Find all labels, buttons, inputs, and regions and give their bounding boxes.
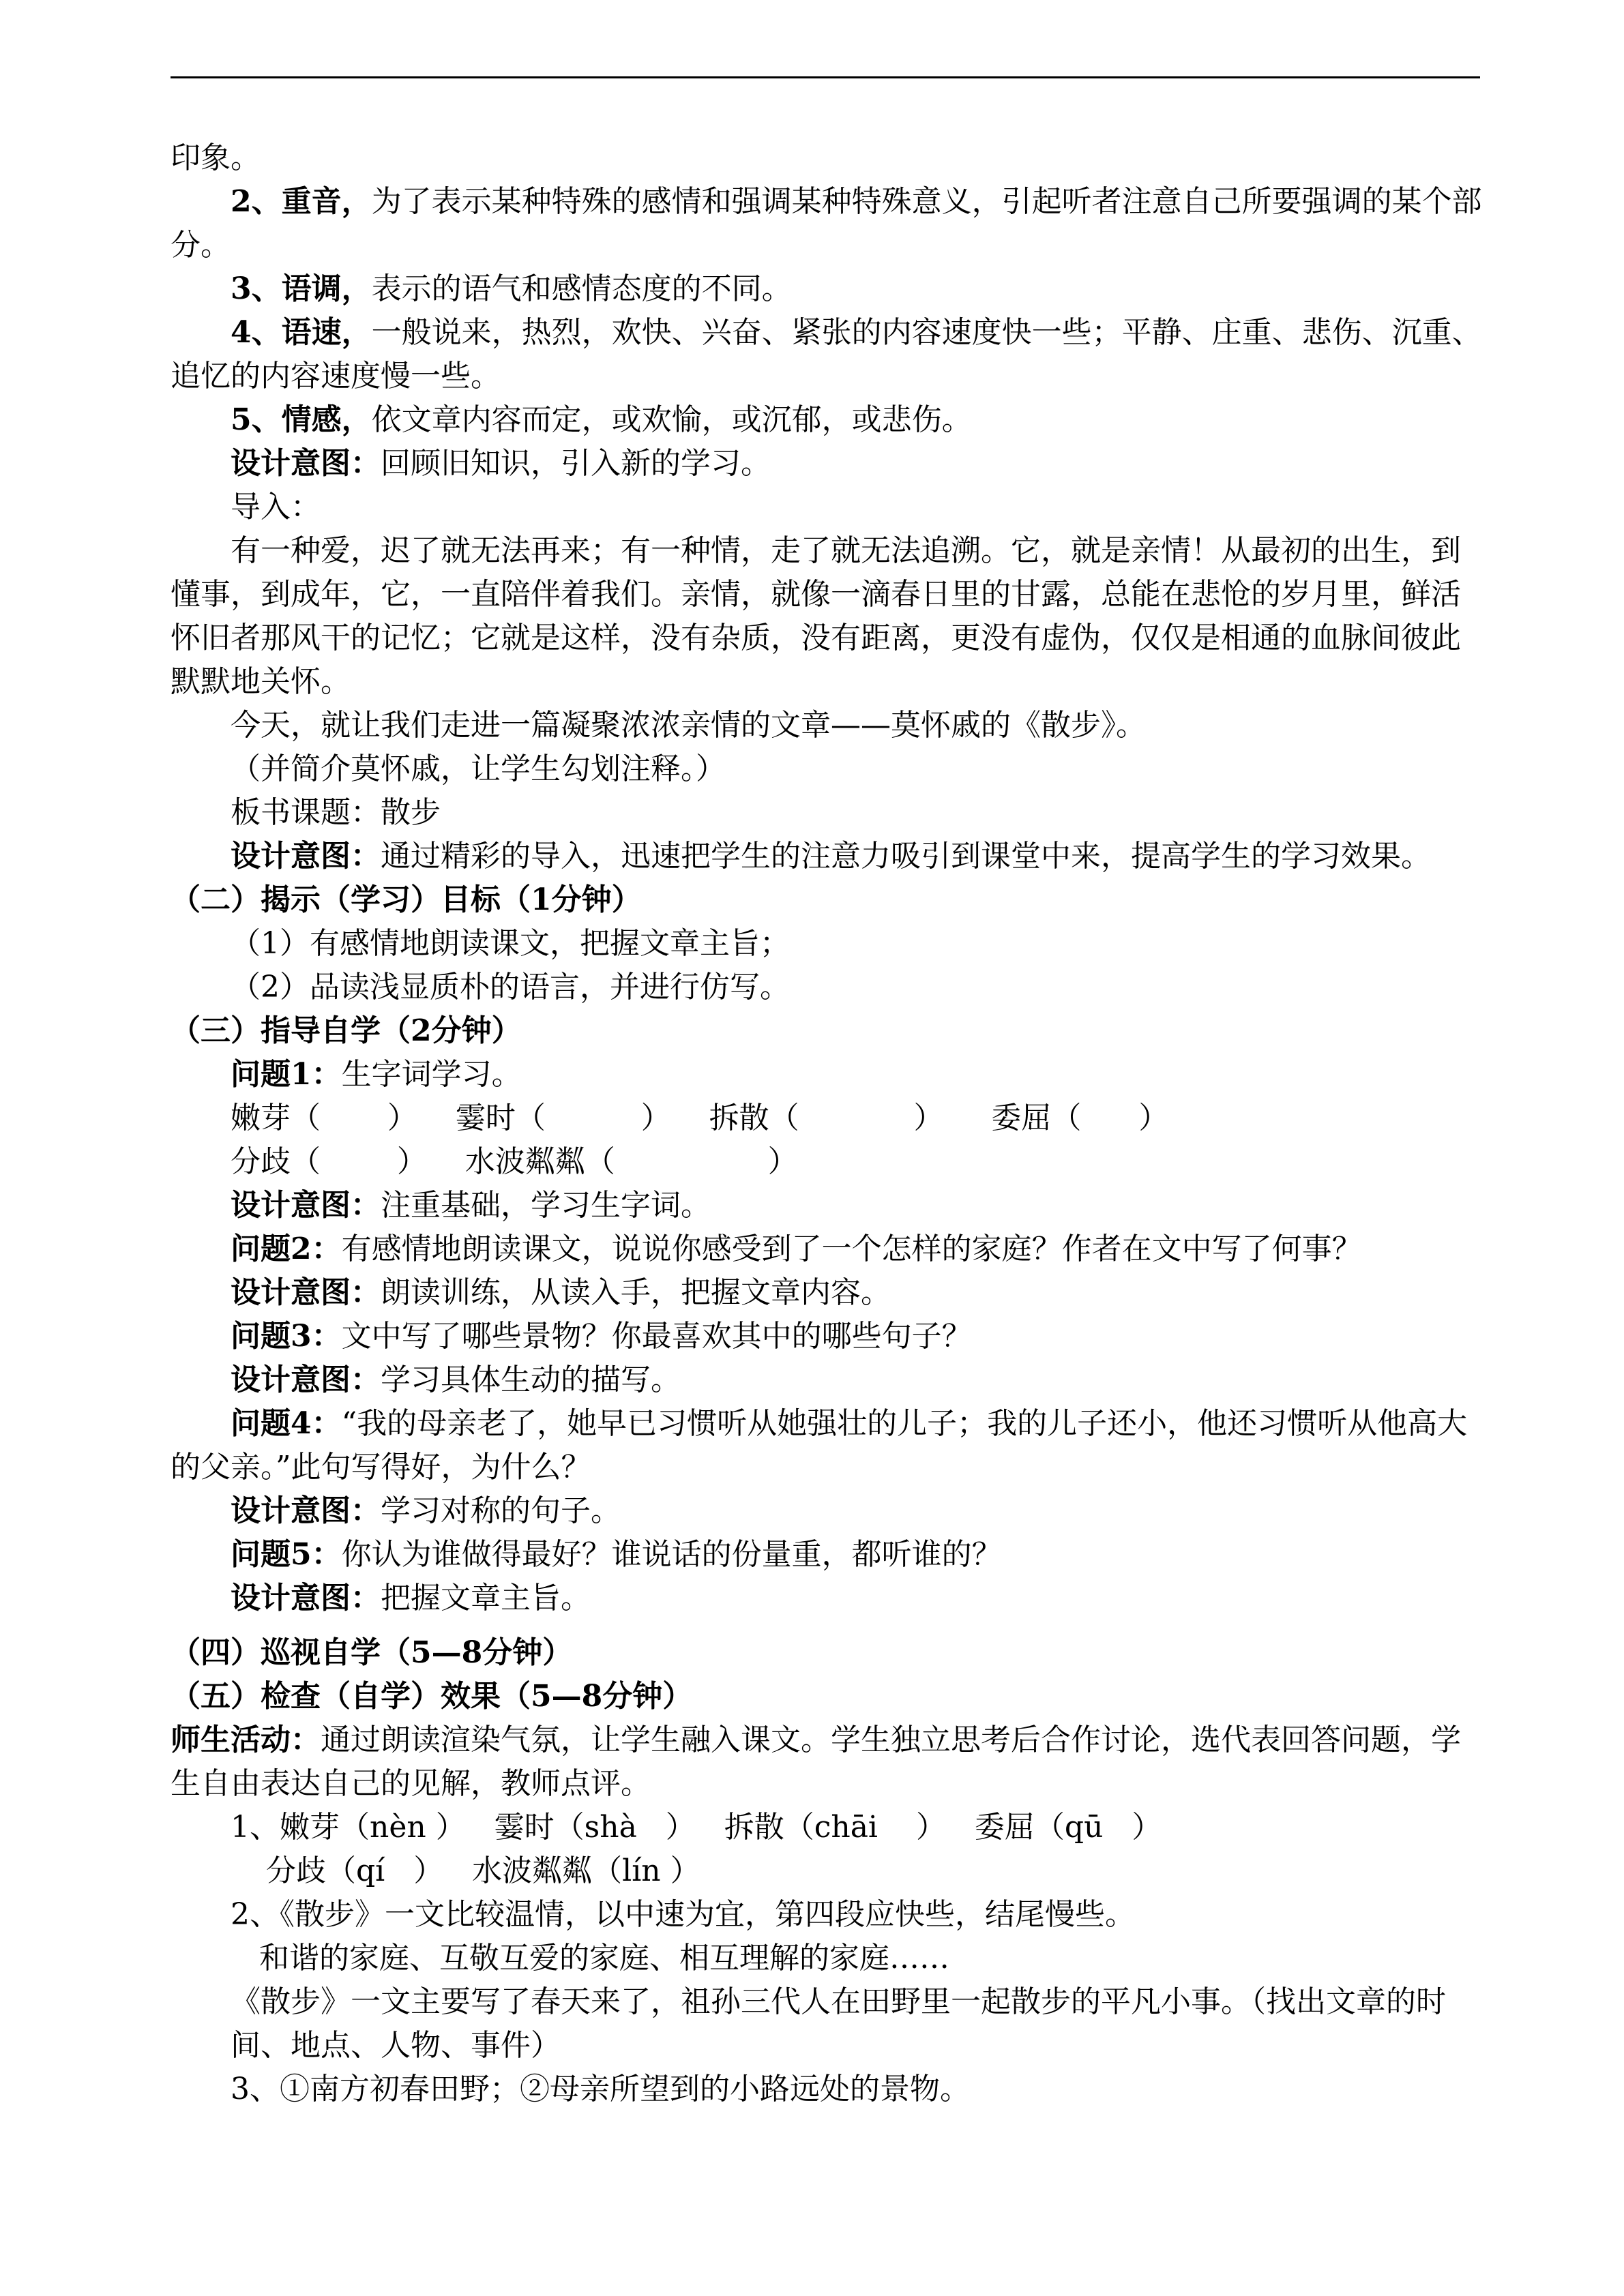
design-intent-label: 设计意图： (231, 446, 381, 481)
paragraph (171, 1358, 1487, 1402)
paragraph: 板书课题：散步 (231, 795, 441, 830)
term-text: 表示的语气和感情态度的不同。 (371, 271, 792, 306)
term-text: 依文章内容而定，或欢愉，或沉郁，或悲伤。 (371, 402, 972, 437)
vocab-row: 分歧（ ） 水波粼粼（ ） (231, 1144, 798, 1179)
question (171, 1227, 1487, 1271)
design-intent-label: 设计意图： (231, 1188, 381, 1223)
term-label: 5、情感， (231, 402, 372, 437)
design-intent-text: 注重基础，学习生字词。 (381, 1188, 711, 1223)
design-intent-text: 把握文章主旨。 (381, 1581, 591, 1615)
term-label: 4、语速， (231, 315, 372, 350)
paragraph (171, 267, 1487, 311)
design-intent-label: 设计意图： (231, 1362, 381, 1397)
question-text: 有感情地朗读课文，说说你感受到了一个怎样的家庭？作者在文中写了何事？ (341, 1232, 1362, 1266)
activity-text: 通过朗读渲染气氛，让学生融入课文。学生独立思考后合作讨论，选代表回答问题，学生自由表达自己的见解，教师点评。 (171, 1723, 1461, 1801)
design-intent-text: 学习具体生动的描写。 (381, 1362, 681, 1397)
term-text: 一般说来，热烈，欢快、兴奋、紧张的内容速度快一些；平静、庄重、悲伤、沉重、追忆的内容速度慢一些。 (171, 315, 1482, 393)
document-body (171, 136, 1487, 2111)
vocab-row: 嫩芽（ ） 霎时（ ） 拆散（ ） 委屈（ ） (231, 1101, 1169, 1135)
activity-label: 师生活动： (171, 1723, 321, 1757)
question-text: 你认为谁做得最好？谁说话的份量重，都听谁的？ (341, 1537, 1002, 1572)
paragraph (171, 835, 1487, 878)
question-label: 问题2： (231, 1232, 342, 1266)
paragraph (171, 398, 1487, 442)
answer-row: 分歧（qí ） 水波粼粼（lín ） (266, 1853, 700, 1888)
goal-item: （1）有感情地朗读课文，把握文章主旨； (231, 926, 790, 961)
paragraph (171, 1577, 1487, 1620)
paragraph (171, 1271, 1487, 1315)
design-intent-text: 学习对称的句子。 (381, 1493, 621, 1528)
paragraph (171, 1489, 1487, 1533)
answer-paragraph: 3、①南方初春田野；②母亲所望到的小路远处的景物。 (231, 2072, 970, 2106)
goal-item: （2）品读浅显质朴的语言，并进行仿写。 (231, 970, 790, 1004)
paragraph (171, 180, 1487, 267)
question-label: 问题1： (231, 1057, 342, 1092)
section-heading: （二）揭示（学习）目标（1分钟） (171, 882, 642, 917)
header-rule (171, 76, 1480, 78)
question-text: 生字词学习。 (341, 1057, 522, 1092)
question-text: “我的母亲老了，她早已习惯听从她强壮的儿子；我的儿子还小，他还习惯听从他高大的父亲。”此句写得好，为什么？ (171, 1406, 1468, 1485)
question-label: 问题5： (231, 1537, 342, 1572)
term-text: 为了表示某种特殊的感情和强调某种特殊意义，引起听者注意自己所要强调的某个部分。 (171, 184, 1482, 263)
section-heading: （五）检查（自学）效果（5—8分钟） (171, 1679, 693, 1714)
question-label: 问题3： (231, 1319, 342, 1354)
design-intent-label: 设计意图： (231, 839, 381, 874)
answer-paragraph: 《散步》一文主要写了春天来了，祖孙三代人在田野里一起散步的平凡小事。（找出文章的时间、地点、人物、事件） (231, 1984, 1446, 2063)
answer-paragraph: 2、《散步》一文比较温情，以中速为宜，第四段应快些，结尾慢些。 (231, 1897, 1135, 1932)
design-intent-label: 设计意图： (231, 1581, 381, 1615)
question (171, 1053, 1487, 1097)
term-label: 2、重音， (231, 184, 372, 219)
question (171, 1402, 1487, 1489)
paragraph (171, 1718, 1487, 1806)
design-intent-text: 朗读训练，从读入手，把握文章内容。 (381, 1275, 891, 1310)
paragraph: 今天，就让我们走进一篇凝聚浓浓亲情的文章——莫怀戚的《散步》。 (231, 708, 1146, 743)
paragraph (171, 1184, 1487, 1227)
section-heading: （四）巡视自学（5—8分钟） (171, 1635, 573, 1670)
answer-paragraph: 和谐的家庭、互敬互爱的家庭、相互理解的家庭…… (259, 1941, 949, 1976)
paragraph: 印象。 (171, 140, 261, 175)
question-text: 文中写了哪些景物？你最喜欢其中的哪些句子？ (341, 1319, 972, 1354)
design-intent-label: 设计意图： (231, 1493, 381, 1528)
question (171, 1315, 1487, 1358)
question-label: 问题4： (231, 1406, 342, 1441)
design-intent-text: 通过精彩的导入，迅速把学生的注意力吸引到课堂中来，提高学生的学习效果。 (381, 839, 1431, 874)
paragraph: 导入： (231, 490, 321, 524)
design-intent-label: 设计意图： (231, 1275, 381, 1310)
section-heading: （三）指导自学（2分钟） (171, 1013, 522, 1048)
paragraph (171, 442, 1487, 486)
term-label: 3、语调， (231, 271, 372, 306)
paragraph: （并简介莫怀戚，让学生勾划注释。） (231, 751, 726, 786)
answer-row: 1、嫩芽（nèn ） 霎时（shà ） 拆散（chāi ） 委屈（qū ） (231, 1810, 1162, 1845)
paragraph (171, 311, 1487, 398)
design-intent-text: 回顾旧知识，引入新的学习。 (381, 446, 771, 481)
intro-paragraph: 有一种爱，迟了就无法再来；有一种情，走了就无法追溯。它，就是亲情！从最初的出生，到懂事，到成年，它，一直陪伴着我们。亲情，就像一滴春日里的甘露，总能在悲怆的岁月里，鲜活怀旧者那风干的记忆；它就是这样，没有杂质，没有距离，更没有虚伪，仅仅是相通的血脉间彼此默默地关怀。 (171, 533, 1461, 699)
question (171, 1533, 1487, 1577)
